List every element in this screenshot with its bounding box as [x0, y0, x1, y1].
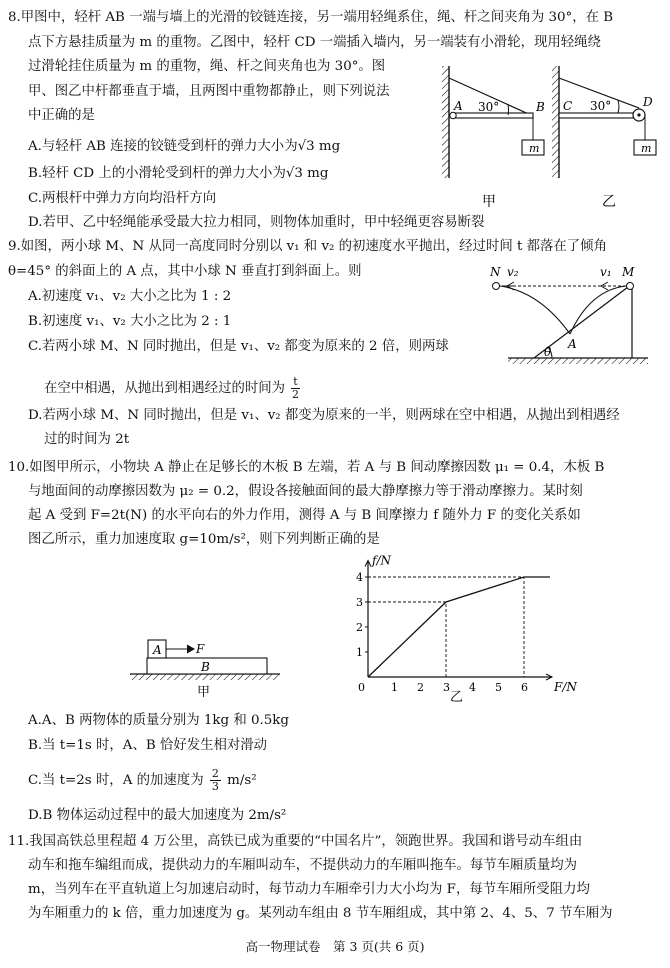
q9-label-theta: θ — [544, 345, 552, 359]
q8-label-d: D — [643, 95, 653, 109]
q11-line-1: 11.我国高铁总里程超 4 万公里，高铁已成为重要的“中国名片”，领跑世界。我国和谐号动车组由 — [8, 834, 583, 849]
q10-block-figure — [125, 630, 285, 700]
q10-force-f-label: F — [196, 642, 205, 656]
q8-label-c: C — [563, 99, 573, 113]
chart-x-tick-label: 0 — [358, 681, 365, 694]
chart-y-tick-label: 2 — [356, 621, 363, 634]
q9-line-2: θ=45° 的斜面上的 A 点，其中小球 N 垂直打到斜面上。则 — [8, 264, 362, 279]
chart-x-axis-label: F/N — [554, 680, 577, 694]
q9-frac-num: t — [293, 375, 298, 388]
q8-caption-jia: 甲 — [482, 194, 496, 210]
q8-option-b: B.轻杆 CD 上的小滑轮受到杆的弹力大小为√3 mg — [28, 166, 329, 181]
q11-line-2: 动车和拖车编组而成，提供动力的车厢叫动车，不提供动力的车厢叫拖车。每节车厢质量均为 — [28, 858, 578, 873]
chart-x-tick-label: 5 — [495, 681, 502, 694]
q8-line-5: 中正确的是 — [28, 108, 95, 123]
q10-block-a-label: A — [153, 643, 162, 657]
q10-caption-yi: 乙 — [450, 690, 464, 705]
q10-option-a: A.A、B 两物体的质量分别为 1kg 和 0.5kg — [28, 713, 289, 728]
chart-x-tick-label: 2 — [417, 681, 424, 694]
q10-fraction-2-3 — [210, 768, 221, 793]
q10-frac-den: 3 — [211, 780, 219, 793]
q10-option-c-text: C.当 t=2s 时，A 的加速度为 — [28, 773, 204, 788]
q8-figure — [430, 58, 665, 208]
q9-option-d-2: 过的时间为 2t — [44, 432, 130, 447]
q10-line-3: 起 A 受到 F=2t(N) 的水平向右的外力作用，测得 A 与 B 间摩擦力 f 随外力 F 的变化关系如 — [28, 508, 581, 523]
q9-option-b: B.初速度 v₁、v₂ 大小之比为 2 : 1 — [28, 314, 232, 329]
q9-option-a: A.初速度 v₁、v₂ 大小之比为 1 : 2 — [28, 289, 232, 304]
q8-mass-right: m — [641, 142, 652, 155]
q9-option-c-2 — [44, 376, 302, 401]
q10-line-2: 与地面间的动摩擦因数为 μ₂ = 0.2，假设各接触面间的最大静摩擦力等于滑动摩擦力。某时刻 — [28, 484, 583, 499]
q10-option-c — [28, 768, 257, 793]
chart-y-tick-label: 3 — [356, 596, 363, 609]
q11-line-3: m，当列车在平直轨道上匀加速启动时，每节动力车厢牵引力大小均为 F，每节车厢所受阻力均 — [28, 882, 590, 897]
q8-option-d: D.若甲、乙中轻绳能承受最大拉力相同，则物体加重时，甲中轻绳更容易断裂 — [28, 215, 485, 230]
q8-line-3: 过滑轮挂住质量为 m 的重物，绳、杆之间夹角也为 30°。图 — [28, 59, 386, 74]
q10-caption-jia: 甲 — [197, 685, 211, 700]
q10-option-d: D.B 物体运动过程中的最大加速度为 2m/s² — [28, 808, 287, 823]
q8-angle-right: 30° — [590, 99, 612, 113]
q9-label-n: N — [490, 265, 501, 279]
q8-caption-yi: 乙 — [602, 194, 616, 210]
q10-f-chart — [340, 553, 577, 705]
chart-y-tick-label: 4 — [356, 571, 363, 584]
q9-label-m: M — [622, 265, 635, 279]
chart-y-axis-label: f/N — [372, 553, 391, 568]
q8-line-4: 甲、图乙中杆都垂直于墙，且两图中重物都静止，则下列说法 — [28, 84, 390, 99]
chart-x-tick-label: 6 — [521, 681, 528, 694]
q10-line-4: 图乙所示，重力加速度取 g=10m/s²，则下列判断正确的是 — [28, 532, 380, 547]
q8-mass-left: m — [529, 142, 540, 155]
chart-x-tick-label: 3 — [443, 681, 450, 694]
q9-label-a: A — [568, 337, 577, 351]
q9-label-v2: v₂ — [507, 265, 519, 279]
chart-series-line — [368, 577, 550, 677]
chart-x-tick-label: 1 — [391, 681, 398, 694]
q9-label-v1: v₁ — [600, 265, 612, 279]
q10-board-b-label: B — [201, 660, 210, 674]
q9-option-d-1: D.若两小球 M、N 同时抛出，但是 v₁、v₂ 都变为原来的一半，则两球在空中相遇，从抛出到相遇经 — [28, 408, 620, 423]
q8-line-1: 8.甲图中，轻杆 AB 一端与墙上的光滑的铰链连接，另一端用轻绳系住，绳、杆之间夹角为 30°，在 B — [8, 10, 614, 25]
q8-option-c: C.两根杆中弹力方向均沿杆方向 — [28, 191, 217, 206]
chart-x-tick-label: 4 — [469, 681, 476, 694]
chart-y-tick-label: 1 — [356, 646, 363, 659]
page-footer: 高一物理试卷 第 3 页(共 6 页) — [245, 939, 425, 954]
q9-line-1: 9.如图，两小球 M、N 从同一高度同时分别以 v₁ 和 v₂ 的初速度水平抛出，经过时间 t 都落在了倾角 — [8, 239, 607, 254]
q10-option-c-unit: m/s² — [227, 773, 257, 788]
q8-label-b: B — [536, 100, 545, 114]
q9-frac-den: 2 — [292, 388, 299, 401]
q9-option-c-1: C.若两小球 M、N 同时抛出，但是 v₁、v₂ 都变为原来的 2 倍，则两球 — [28, 339, 449, 354]
q9-figure — [480, 262, 660, 374]
q8-angle-left: 30° — [478, 100, 500, 114]
q11-line-4: 为车厢重力的 k 倍，重力加速度为 g。某列动车组由 8 节车厢组成，其中第 2、4、5、7 节车厢为 — [28, 906, 613, 921]
q8-line-2: 点下方悬挂质量为 m 的重物。乙图中，轻杆 CD 一端插入墙内，另一端装有小滑轮，现用轻绳绕 — [28, 35, 601, 50]
q10-frac-num: 2 — [211, 767, 219, 780]
q9-fraction-t-2 — [291, 376, 299, 401]
q8-label-a: A — [454, 99, 463, 113]
q10-option-b: B.当 t=1s 时，A、B 恰好发生相对滑动 — [28, 738, 268, 753]
q9-option-c-2-text: 在空中相遇，从抛出到相遇经过的时间为 — [44, 381, 286, 396]
q10-line-1: 10.如图甲所示，小物块 A 静止在足够长的木板 B 左端，若 A 与 B 间动摩擦因数 μ₁ = 0.4，木板 B — [8, 460, 605, 475]
q8-option-a: A.与轻杆 AB 连接的铰链受到杆的弹力大小为√3 mg — [28, 139, 341, 154]
